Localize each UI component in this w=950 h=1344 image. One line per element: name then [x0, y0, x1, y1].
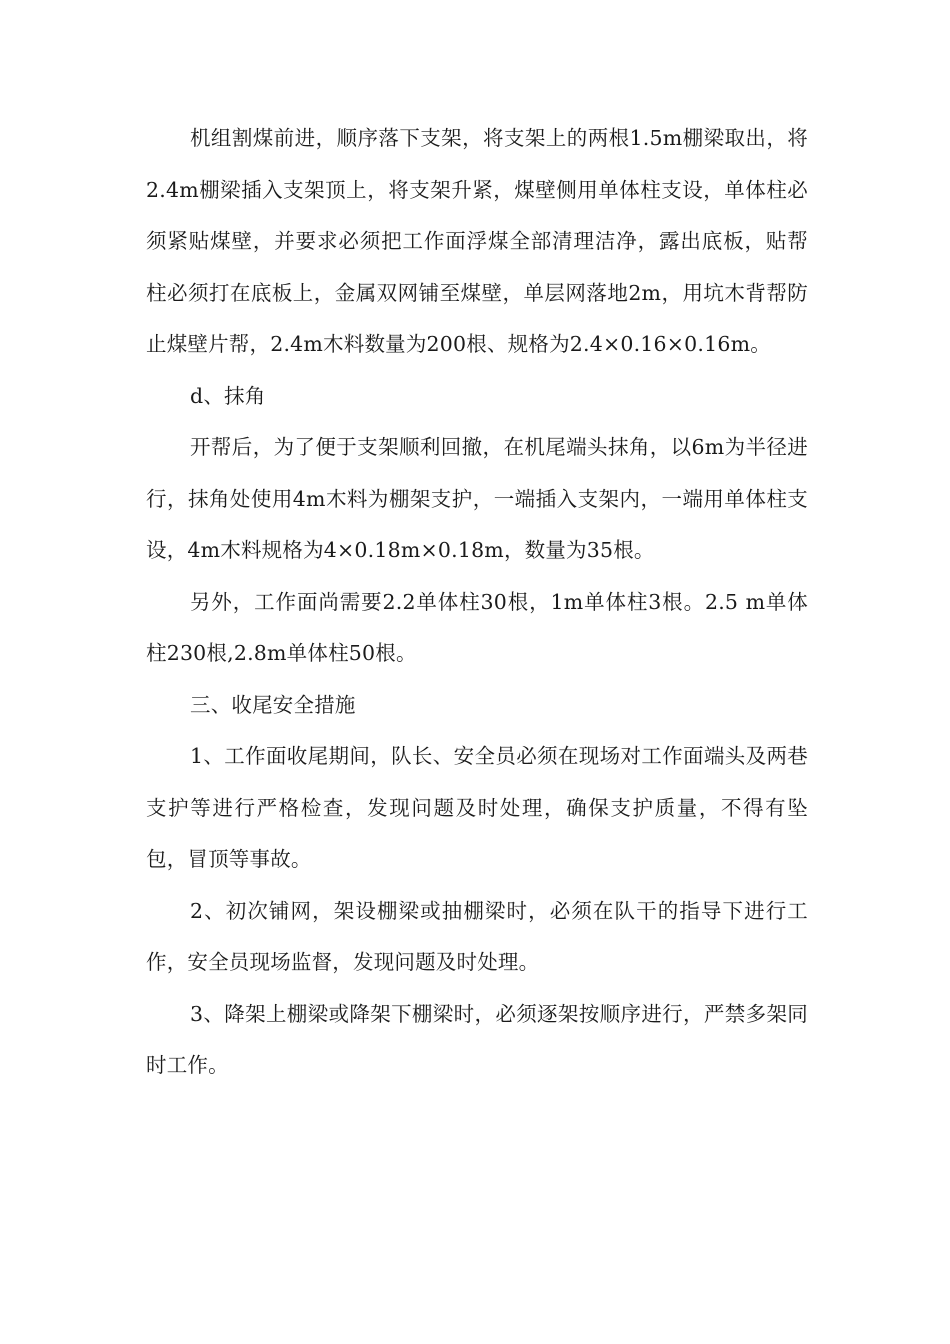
- paragraph-safety-1: 1、工作面收尾期间，队长、安全员必须在现场对工作面端头及两巷支护等进行严格检查，发现问题及时处理，确保支护质量，不得有坠包，冒顶等事故。: [146, 744, 808, 871]
- paragraph-extra-props: 另外，工作面尚需要2.2单体柱30根，1m单体柱3根。2.5 m单体柱230根,2.8m单体柱50根。: [146, 589, 808, 665]
- paragraph-corner-procedure: 开帮后，为了便于支架顺利回撤，在机尾端头抹角，以6m为半径进行，抹角处使用4m木料为棚架支护，一端插入支架内，一端用单体柱支设，4m木料规格为4×0.18m×0.18m，数量为35根。: [146, 435, 808, 562]
- paragraph-safety-2: 2、初次铺网，架设棚梁或抽棚梁时，必须在队干的指导下进行工作，安全员现场监督，发现问题及时处理。: [146, 898, 808, 974]
- section-heading-corner: d、抹角: [190, 383, 266, 408]
- paragraph-support-procedure: 机组割煤前进，顺序落下支架，将支架上的两根1.5m棚梁取出，将2.4m棚梁插入支架顶上，将支架升紧，煤壁侧用单体柱支设，单体柱必须紧贴煤壁，并要求必须把工作面浮煤全部清理洁净，露出底板，贴帮柱必须打在底板上，金属双网铺至煤壁，单层网落地2m，用坑木背帮防止煤壁片帮，2.4m木料数量为200根、规格为2.4×0.16×0.16m。: [146, 126, 808, 356]
- document-body: [146, 113, 808, 1092]
- section-heading-safety: 三、收尾安全措施: [190, 692, 356, 717]
- paragraph-safety-3: 3、降架上棚梁或降架下棚梁时，必须逐架按顺序进行，严禁多架同时工作。: [146, 1001, 808, 1077]
